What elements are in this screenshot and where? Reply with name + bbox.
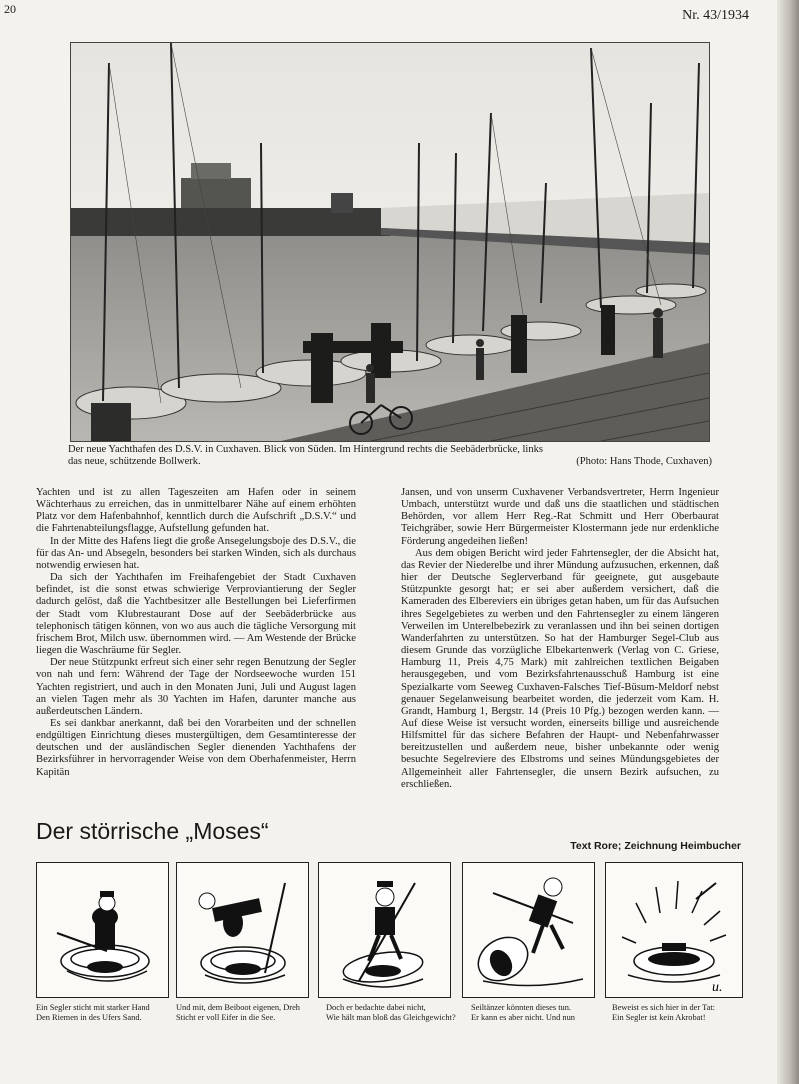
panel-caption-line: Wie hält man bloß das Gleichgewicht?: [326, 1013, 456, 1022]
cartoon-panel-2: [176, 862, 309, 998]
paragraph: Aus dem obigen Bericht wird jeder Fahrtensegler, der die Absicht hat, das Revier der Niederelbe und ihrer Mündung aufzusuchen, erkennen, daß hier der Deutsche Seglerverband für geeignete, gut ausgebaute Stützpunkte gesorgt hat; er sei aber außerdem versichert, daß die Kameraden des Elbereviers ein übriges getan haben, um für das Aufsuchen ihres Segelgebietes zu werben und den Fahrtensegler zu einem längeren Verweilen im Unterelbebezirk zu veranlassen und ihn bei seinen dortigen Wanderfahrten zu unterstützen. So hat der Hamburger Segel-Club aus diesem Grunde das vorzügliche Elbekartenwerk (Verlag von C. Griese, Hamburg 11, Preis 4,75 Mark) mit zahlreichen textlichen Beigaben herausgegeben, und vom Bezirksfahrtenausschuß Hamburg ist eine Spezialkarte vom Seeweg Cuxhaven-Falsches Tief-Büsum-Meldorf nebst genauer Segelanweisung bearbeitet worden, die jederzeit vom Kam. H. Grandt, Hamburg 1, Bergstr. 14 (Preis 10 Pfg.) bezogen werden kann. — Auf diese Weise ist versucht worden, einerseits billige und ausreichende Hilfsmittel für das sichere Befahren der Haupt- und Nebenfahrwasser bereitzustellen und außerdem neue, bisher unbekannte oder wenig besuchte Segelreviere des Elbstroms und seines Mündungsgebietes der Allgemeinheit aller Fahrtensegler, die unsern Bezirk aufsuchen, zu erschließen.: [401, 547, 719, 790]
panel-caption-1: [36, 1003, 171, 1023]
photo-credit: (Photo: Hans Thode, Cuxhaven): [576, 456, 712, 467]
cartoon-title: Der störrische „Moses“: [36, 818, 269, 844]
article-column-left: [36, 487, 356, 779]
panel-caption-line: Er kann es aber nicht. Und nun: [471, 1013, 575, 1022]
panel-caption-line: Ein Segler ist kein Akrobat!: [612, 1013, 706, 1022]
panel-caption-line: Beweist es sich hier in der Tat:: [612, 1003, 715, 1012]
paragraph: Der neue Stützpunkt erfreut sich einer sehr regen Benutzung der Segler von nah und fern: Während der Tage der Nordseewoche wurden 151 Yachten registriert, und auch in den Monaten Juni, Juli und August lagen an vielen Tagen mehr als 30 Yachten im Hafen, darunter manche aus außerdeutschen Ländern.: [36, 657, 356, 717]
harbor-photo: [70, 42, 710, 442]
panel-caption-5: [612, 1003, 752, 1023]
paragraph: In der Mitte des Hafens liegt die große Ansegelungsboje des D.S.V., die für das An- und Absegeln, besonders bei starken Winden, sich als durchaus notwendig erwiesen hat.: [36, 535, 356, 571]
page-number: 20: [4, 2, 16, 16]
photo-caption: [68, 444, 712, 468]
panel-caption-line: Sticht er voll Eifer in die See.: [176, 1013, 276, 1022]
panel-caption-2: [176, 1003, 314, 1023]
caption-line1: Der neue Yachthafen des D.S.V. in Cuxhaven. Blick von Süden. Im Hintergrund rechts die Seebäderbrücke, links: [68, 444, 543, 455]
cartoon-panel-5: [605, 862, 743, 998]
cartoon-credit: Text Rore; Zeichnung Heimbucher: [570, 840, 741, 852]
issue-number: Nr. 43/1934: [682, 8, 749, 23]
paragraph: Da sich der Yachthafen im Freihafengebiet der Stadt Cuxhaven befindet, ist die sonst etwas schwierige Verproviantierung der Segler dadurch gelöst, daß die Yachtbesitzer alle Bestellungen bei Lieferfirmen der Stadt vom Klubrestaurant Dose auf der Seebäderbrücke aus telephonisch tätigen können, von wo aus auch die tägliche Versorgung mit frischem Brot, Milch usw. übernommen wird. — Am Westende der Brücke liegen die Waschräume für Segler.: [36, 572, 356, 657]
page-edge-shadow: [777, 0, 799, 1084]
panel-caption-line: Doch er bedachte dabei nicht,: [326, 1003, 426, 1012]
cartoon-panel-1: [36, 862, 169, 998]
cartoon-panel-4: [462, 862, 595, 998]
panel-caption-line: Seiltänzer könnten dieses tun.: [471, 1003, 572, 1012]
panel-caption-line: Den Riemen in des Ufers Sand.: [36, 1013, 142, 1022]
panel-caption-line: Und mit, dem Beiboot eigenen, Dreh: [176, 1003, 300, 1012]
paragraph: Jansen, und von unserm Cuxhavener Verbandsvertreter, Herrn Ingenieur Umbach, unterstützt wurde und daß uns die staatlichen und städtischen Behörden, vor allem Herr Reg.-Rat Schmitt und Herr Oberbaurat Teichgräber, sowie Herr Bürgermeister Klostermann jede nur erdenkliche Förderung angedeihen ließen!: [401, 487, 719, 547]
cartoon-panel-3: [318, 862, 451, 998]
caption-line2: das neue, schützende Bollwerk.: [68, 456, 201, 467]
article-column-right: [401, 487, 719, 791]
panel-caption-3: [326, 1003, 458, 1023]
panel-caption-4: [471, 1003, 603, 1023]
panel-caption-line: Ein Segler sticht mit starker Hand: [36, 1003, 150, 1012]
cartoon-signature: u.: [712, 980, 723, 995]
paragraph: Yachten und ist zu allen Tageszeiten am Hafen oder in seinem Wächterhaus zu erreichen, das in unmittelbarer Nähe auf einem erhöhten Platz vor dem Hafenbahnhof, kenntlich durch die Aufschrift „D.S.V.“ und die Fahrtenabteilungsflagge, Aufstellung gefunden hat.: [36, 487, 356, 535]
paragraph: Es sei dankbar anerkannt, daß bei den Vorarbeiten und der schnellen endgültigen Einrichtung dieses mustergültigen, dem Gesamtinteresse der deutschen und der ausländischen Segler dienenden Yachthafens der Bezirksführer in hervorragender Weise von dem Oberhafenmeister, Herrn Kapitän: [36, 717, 356, 778]
